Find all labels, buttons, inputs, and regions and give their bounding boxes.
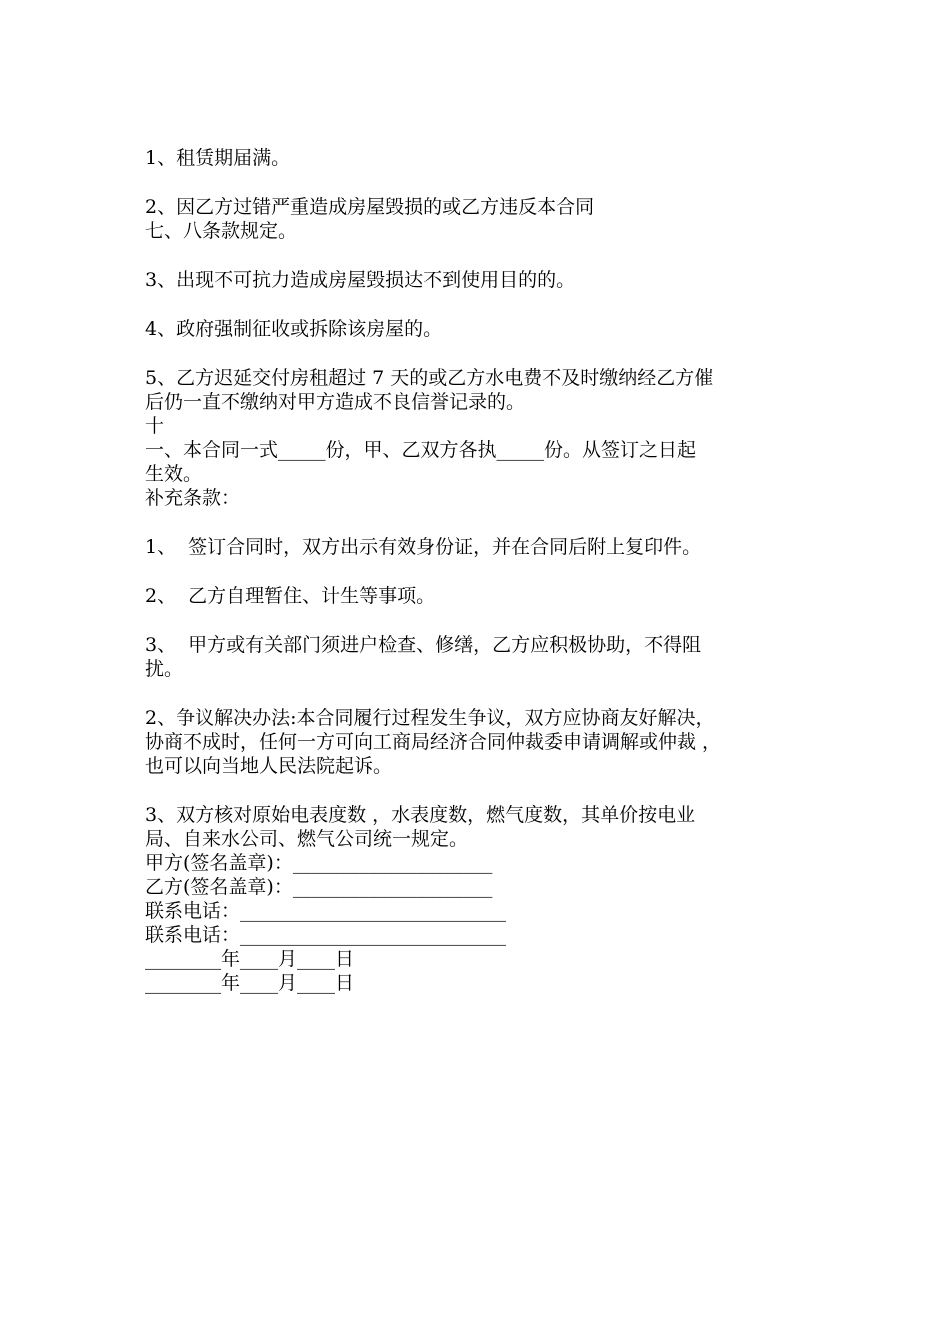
- section-ten-heading: 十: [145, 415, 165, 437]
- term-1-expiry: 1、租赁期届满。: [145, 147, 291, 169]
- term-copies: 一、本合同一式_____份，甲、乙双方各执_____份。从签订之日起: [145, 439, 697, 461]
- term-4-expropriation: 4、政府强制征收或拆除该房屋的。: [145, 318, 443, 340]
- term-3-force-majeure: 3、出现不可抗力造成房屋毁损达不到使用目的的。: [145, 269, 576, 291]
- supplementary-heading: 补充条款：: [145, 487, 241, 509]
- date-line-b: ________年____月____日: [145, 972, 355, 994]
- term-2-damage-cont: 七、八条款规定。: [145, 220, 298, 242]
- supplementary-2-residence: 2、 乙方自理暂住、计生等事项。: [145, 585, 436, 607]
- dispute-resolution-cont-2: 也可以向当地人民法院起诉。: [145, 755, 393, 777]
- contract-page: [145, 146, 815, 995]
- dispute-resolution: 2、争议解决办法:本合同履行过程发生争议，双方应协商友好解决，: [145, 707, 715, 729]
- supplementary-1-id: 1、 签订合同时，双方出示有效身份证，并在合同后附上复印件。: [145, 536, 702, 558]
- term-5-late-rent: 5、乙方迟延交付房租超过 7 天的或乙方水电费不及时缴纳经乙方催: [145, 367, 714, 389]
- date-line-a: ________年____月____日: [145, 948, 355, 970]
- contact-phone-a: 联系电话：____________________________: [145, 900, 507, 922]
- supplementary-3-inspection-cont: 扰。: [145, 658, 184, 680]
- term-copies-cont: 生效。: [145, 463, 203, 485]
- meter-readings-cont: 局、自来水公司、燃气公司统一规定。: [145, 828, 469, 850]
- meter-readings: 3、双方核对原始电表度数 ，水表度数，燃气度数，其单价按电业: [145, 804, 696, 826]
- party-b-signature: 乙方(签名盖章)：_____________________: [145, 876, 493, 898]
- supplementary-3-inspection: 3、 甲方或有关部门须进户检查、修缮，乙方应积极协助，不得阻: [145, 634, 702, 656]
- term-5-late-rent-cont: 后仍一直不缴纳对甲方造成不良信誉记录的。: [145, 391, 526, 413]
- party-a-signature: 甲方(签名盖章)：_____________________: [145, 852, 493, 874]
- dispute-resolution-cont-1: 协商不成时，任何一方可向工商局经济合同仲裁委申请调解或仲裁 ，: [145, 731, 722, 753]
- term-2-damage: 2、因乙方过错严重造成房屋毁损的或乙方违反本合同: [145, 196, 595, 218]
- contact-phone-b: 联系电话：____________________________: [145, 924, 507, 946]
